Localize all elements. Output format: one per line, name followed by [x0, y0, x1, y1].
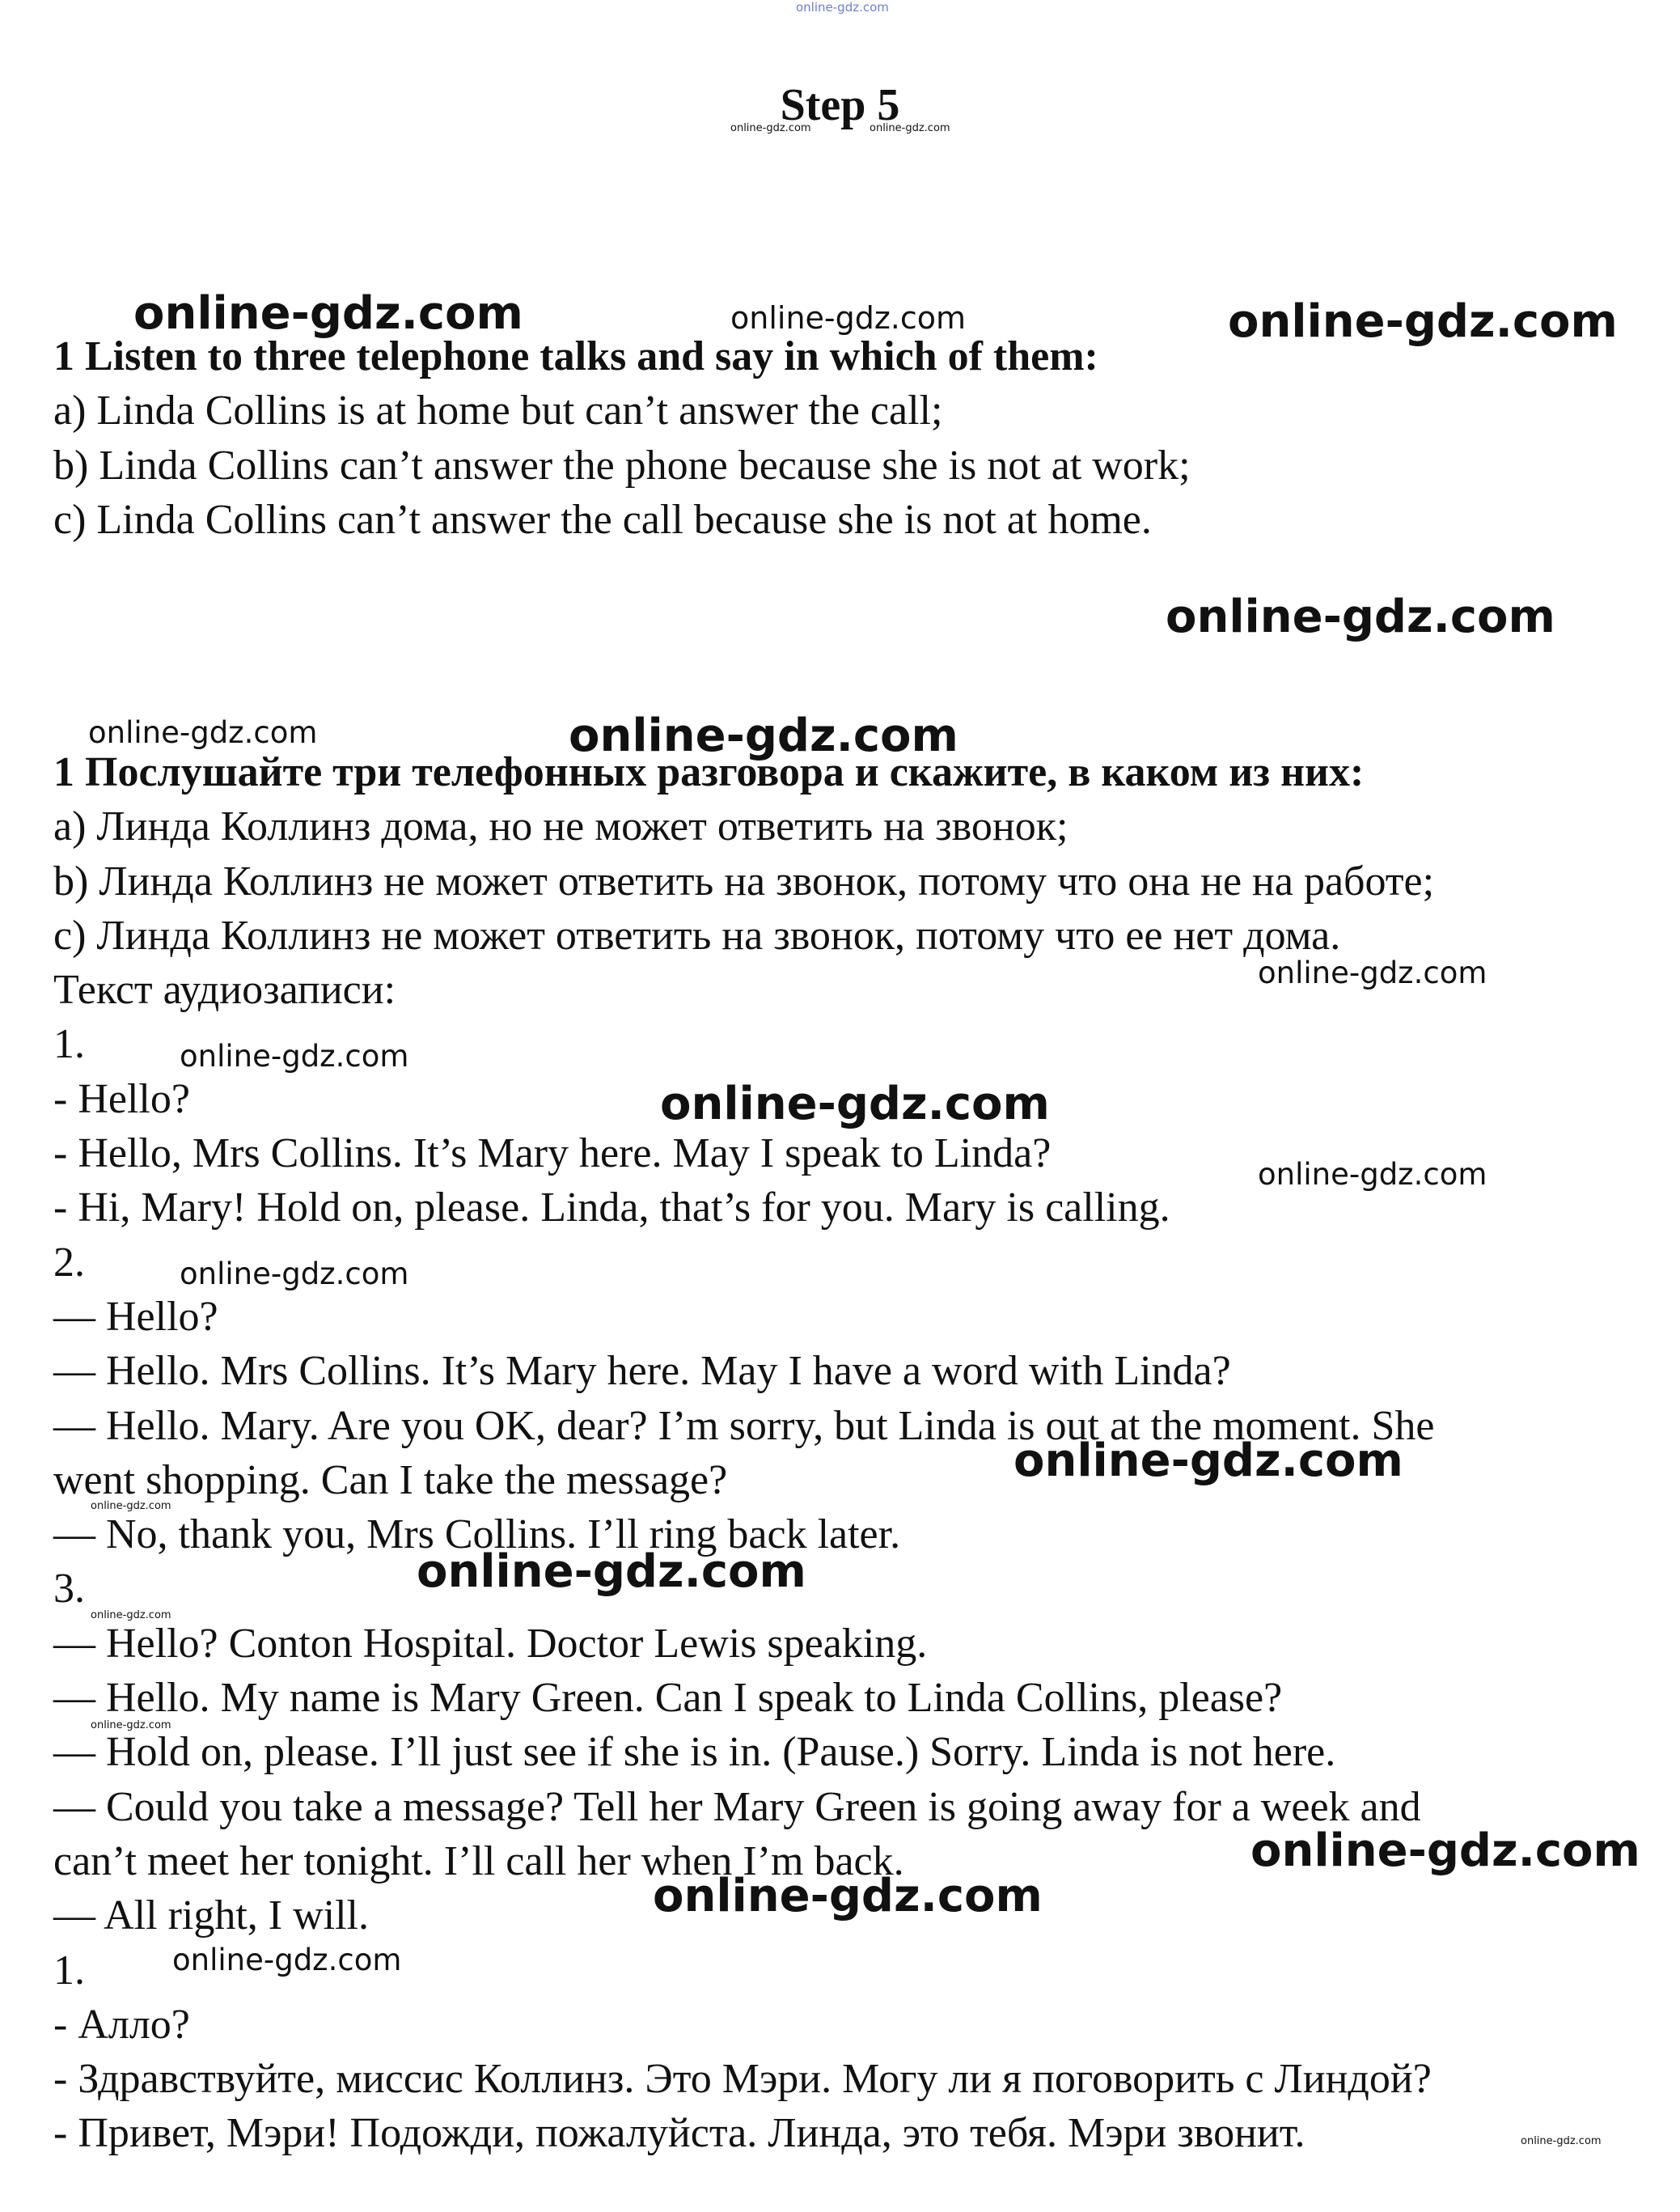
- watermark: online-gdz.com: [870, 122, 950, 134]
- dialogue-line: can’t meet her tonight. I’ll call her when I’m back.: [53, 1837, 904, 1884]
- dialogue-number: 3.: [53, 1566, 85, 1612]
- watermark: online-gdz.com: [133, 287, 523, 340]
- watermark: online-gdz.com: [1250, 1824, 1640, 1877]
- english-task-item: a) Linda Collins is at home but can’t answer the call;: [53, 388, 943, 434]
- dialogue-line: — All right, I will.: [53, 1892, 369, 1939]
- watermark: online-gdz.com: [91, 1719, 171, 1731]
- watermark: online-gdz.com: [172, 1943, 402, 1977]
- english-task: [53, 329, 1631, 547]
- watermark: online-gdz.com: [91, 1500, 171, 1512]
- watermark: online-gdz.com: [180, 1256, 409, 1291]
- dialogue-line: — Could you take a message? Tell her Mary Green is going away for a week and: [53, 1783, 1421, 1830]
- text-line: b) Линда Коллинз не может ответить на звонок, потому что она не на работе;: [53, 858, 1435, 905]
- english-task-item: b) Linda Collins can’t answer the phone because she is not at work;: [53, 442, 1191, 489]
- transcript-label: Текст аудиозаписи:: [53, 967, 396, 1014]
- dialogue-line: - Hi, Mary! Hold on, please. Linda, that’s for you. Mary is calling.: [53, 1184, 1170, 1231]
- dialogue-line: - Алло?: [53, 2001, 190, 2048]
- dialogue-line: - Hello?: [53, 1075, 190, 1122]
- watermark: online-gdz.com: [730, 122, 811, 134]
- english-task-heading: 1 Listen to three telephone talks and say in which of them:: [53, 333, 1098, 379]
- watermark: online-gdz.com: [1228, 295, 1618, 348]
- russian-task-heading: 1 Послушайте три телефонных разговора и скажите, в каком из них:: [53, 749, 1365, 795]
- watermark: online-gdz.com: [653, 1870, 1043, 1922]
- watermark: online-gdz.com: [1258, 956, 1487, 990]
- page-title: Step 5: [780, 80, 900, 130]
- dialogue-line: - Здравствуйте, миссис Коллинз. Это Мэри. Могу ли я поговорить с Линдой?: [53, 2056, 1432, 2103]
- watermark: online-gdz.com: [1521, 2135, 1602, 2147]
- watermark: online-gdz.com: [1258, 1157, 1487, 1192]
- dialogue-number: 2.: [53, 1239, 85, 1286]
- dialogue-line: — Hello. Mary. Are you OK, dear? I’m sorry, but Linda is out at the moment. She: [53, 1402, 1435, 1449]
- dialogue-line: — Hello. My name is Mary Green. Can I speak to Linda Collins, please?: [53, 1675, 1283, 1722]
- watermark: online-gdz.com: [660, 1078, 1050, 1130]
- watermark: online-gdz.com: [569, 710, 958, 762]
- watermark: online-gdz.com: [796, 0, 889, 15]
- watermark: online-gdz.com: [417, 1545, 806, 1598]
- watermark: online-gdz.com: [1014, 1434, 1403, 1487]
- watermark: online-gdz.com: [730, 300, 967, 336]
- dialogue-line: — Hello? Conton Hospital. Doctor Lewis speaking.: [53, 1620, 928, 1667]
- watermark: online-gdz.com: [88, 715, 318, 750]
- english-task-item: c) Linda Collins can’t answer the call because she is not at home.: [53, 496, 1152, 543]
- dialogue-line: — No, thank you, Mrs Collins. I’ll ring back later.: [53, 1511, 901, 1558]
- text-line: c) Линда Коллинз не может ответить на звонок, потому что ее нет дома.: [53, 912, 1341, 959]
- dialogue-line: — Hello?: [53, 1293, 218, 1340]
- dialogue-line: went shopping. Can I take the message?: [53, 1456, 728, 1503]
- dialogue-number: 1.: [53, 1947, 85, 1994]
- watermark: online-gdz.com: [91, 1609, 171, 1621]
- dialogue-line: — Hello. Mrs Collins. It’s Mary here. May I have a word with Linda?: [53, 1348, 1231, 1395]
- dialogue-line: — Hold on, please. I’ll just see if she is in. (Pause.) Sorry. Linda is not here.: [53, 1729, 1336, 1776]
- dialogue-number: 1.: [53, 1021, 85, 1068]
- watermark: online-gdz.com: [180, 1039, 409, 1074]
- dialogue-line: - Hello, Mrs Collins. It’s Mary here. May I speak to Linda?: [53, 1130, 1052, 1177]
- dialogue-line: - Привет, Мэри! Подожди, пожалуйста. Линда, это тебя. Мэри звонит.: [53, 2110, 1305, 2157]
- text-line: a) Линда Коллинз дома, но не может ответить на звонок;: [53, 803, 1069, 850]
- watermark: online-gdz.com: [1166, 591, 1555, 643]
